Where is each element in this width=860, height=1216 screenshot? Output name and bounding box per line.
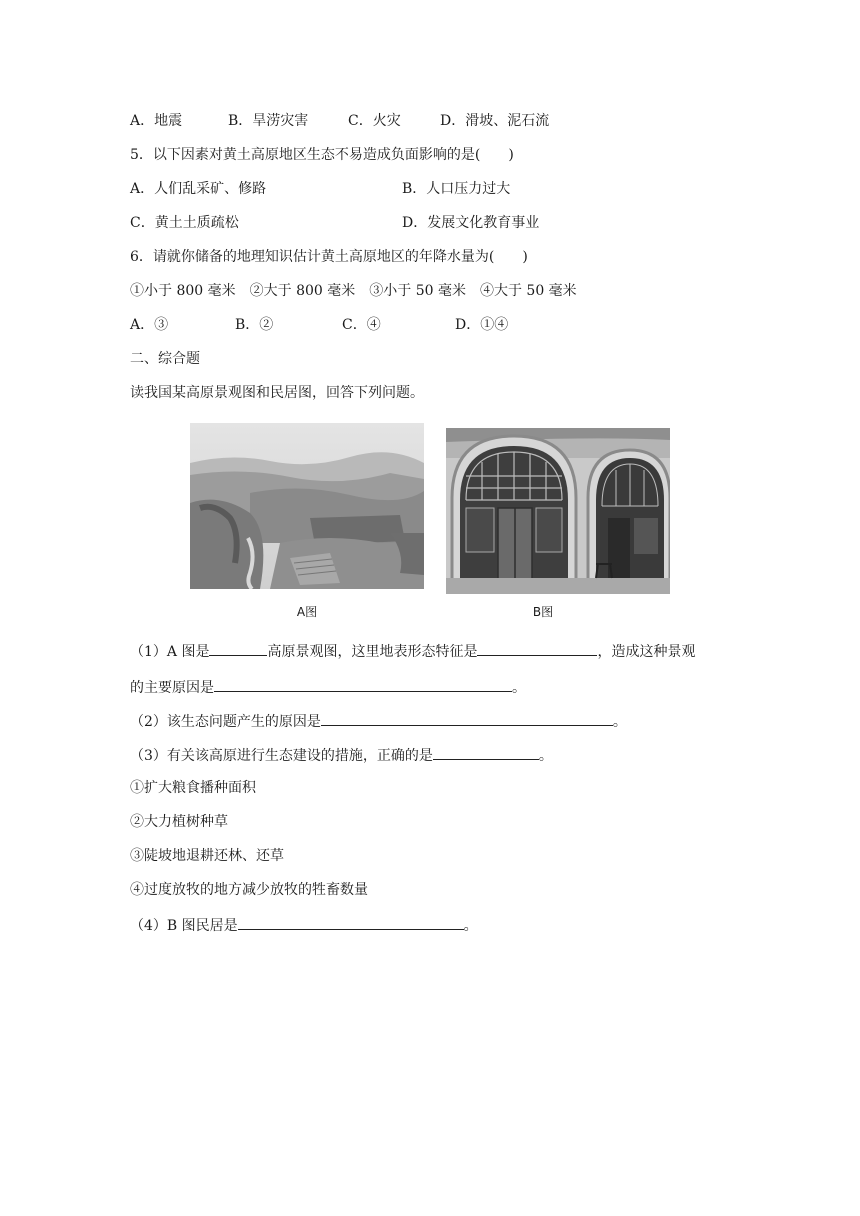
measure-item-2: ②大力植树种草 <box>130 814 228 830</box>
sub-question-1-text-b: 高原景观图，这里地表形态特征是 <box>267 644 478 660</box>
q4-option-c: C．火灾 <box>348 113 401 129</box>
q6-option-a: A．③ <box>130 317 169 333</box>
sub-question-3-text: （3）有关该高原进行生态建设的措施，正确的是 <box>130 748 433 764</box>
q5-option-b: B．人口压力过大 <box>402 181 511 197</box>
answer-blank-2[interactable] <box>321 710 613 726</box>
q5-option-d: D．发展文化教育事业 <box>402 215 540 231</box>
sub-question-1-text-a: （1）A 图是 <box>130 644 210 660</box>
sub-question-1-text-c: ，造成这种景观 <box>597 644 696 660</box>
sub-question-1-text-e: 。 <box>512 680 526 696</box>
q4-option-d: D．滑坡、泥石流 <box>440 113 550 129</box>
sub-question-1-line2 <box>130 676 526 698</box>
section-intro: 读我国某高原景观图和民居图，回答下列问题。 <box>130 385 424 401</box>
measure-item-1: ①扩大粮食播种面积 <box>130 780 256 796</box>
sub-question-2 <box>130 710 627 732</box>
sub-question-1-line1 <box>130 640 695 662</box>
sub-question-3-end: 。 <box>538 748 553 764</box>
answer-blank-1c[interactable] <box>214 676 512 692</box>
q6-option-d: D．①④ <box>455 317 509 333</box>
figure-a-caption: A图 <box>296 605 318 619</box>
sub-question-4-end: 。 <box>463 918 478 934</box>
sub-question-3 <box>130 744 553 766</box>
figure-a-landscape-photo <box>190 423 424 589</box>
measure-item-4: ④过度放牧的地方减少放牧的牲畜数量 <box>130 882 368 898</box>
q6-option-c: C．④ <box>342 317 381 333</box>
q6-question: 6．请就你储备的地理知识估计黄土高原地区的年降水量为( ) <box>130 249 528 265</box>
figure-b-caption: B图 <box>532 605 554 619</box>
q6-option-b: B．② <box>235 317 274 333</box>
answer-blank-1a[interactable] <box>209 640 267 656</box>
q4-option-a: A．地震 <box>130 113 183 129</box>
q4-option-b: B．旱涝灾害 <box>228 113 309 129</box>
section-title: 二、综合题 <box>130 351 200 367</box>
sub-question-2-end: 。 <box>612 714 627 730</box>
sub-question-1-text-d: 的主要原因是 <box>130 680 214 696</box>
measure-item-3: ③陡坡地退耕还林、还草 <box>130 848 284 864</box>
q5-option-c: C．黄土土质疏松 <box>130 215 239 231</box>
q5-option-a: A．人们乱采矿、修路 <box>130 181 267 197</box>
q5-question: 5．以下因素对黄土高原地区生态不易造成负面影响的是( ) <box>130 147 514 163</box>
q6-choices: ①小于 800 毫米 ②大于 800 毫米 ③小于 50 毫米 ④大于 50 毫米 <box>130 283 577 299</box>
sub-question-4 <box>130 914 478 936</box>
answer-blank-3[interactable] <box>433 744 539 760</box>
sub-question-4-text: （4）B 图民居是 <box>130 918 238 934</box>
answer-blank-1b[interactable] <box>477 640 597 656</box>
answer-blank-4[interactable] <box>238 914 464 930</box>
sub-question-2-text: （2）该生态问题产生的原因是 <box>130 714 321 730</box>
figure-b-cave-dwelling-photo <box>446 428 670 594</box>
